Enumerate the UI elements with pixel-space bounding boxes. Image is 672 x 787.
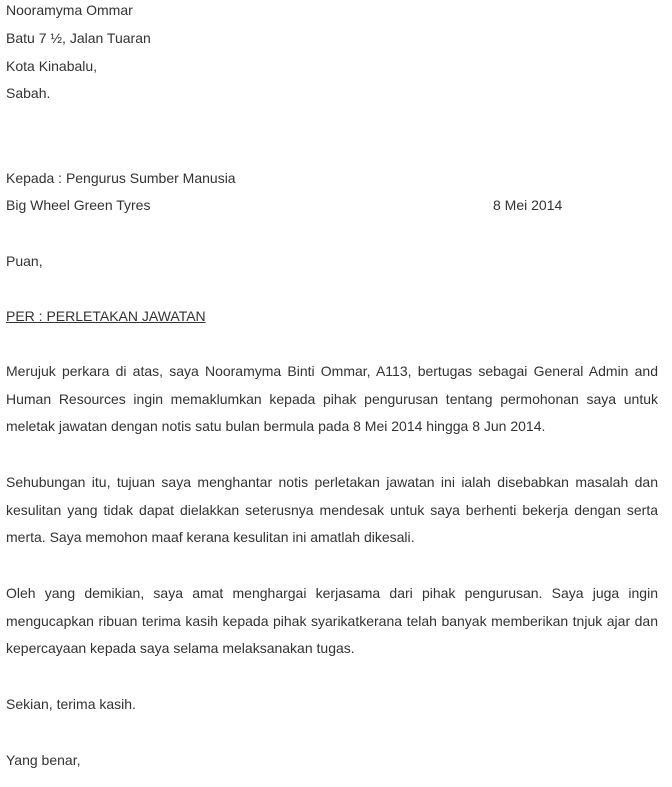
sender-name: Nooramyma Ommar: [6, 2, 133, 18]
recipient-to: Kepada : Pengurus Sumber Manusia: [6, 170, 236, 186]
recipient-company: Big Wheel Green Tyres: [6, 197, 151, 213]
body-paragraph-2: Sehubungan itu, tujuan saya menghantar notis perletakan jawatan ini ialah disebabkan masalah dan kesulitan yang tidak dapat dielakkan seterusnya mendesak untuk saya berhenti bekerja dengan serta merta. Saya memohon maaf kerana kesulitan ini amatlah dikesali.: [6, 474, 658, 545]
body-paragraph-1: Merujuk perkara di atas, saya Nooramyma Binti Ommar, A113, bertugas sebagai General Admin and Human Resources ingin memaklumkan kepada pihak pengurusan tentang permohonan saya untuk meletak jawatan dengan notis satu bulan bermula pada 8 Mei 2014 hingga 8 Jun 2014.: [6, 363, 658, 434]
subject-line: PER : PERLETAKAN JAWATAN: [6, 308, 206, 324]
letter-date: 8 Mei 2014: [493, 197, 563, 213]
salutation: Puan,: [6, 253, 43, 269]
body-paragraph-3: Oleh yang demikian, saya amat menghargai kerjasama dari pihak pengurusan. Saya juga ingin mengucapkan ribuan terima kasih kepada pihak syarikatkerana telah banyak memberikan tnjuk ajar dan kepercayaan kepada saya selama melaksanakan tugas.: [6, 585, 658, 656]
sender-address-line2: Kota Kinabalu,: [6, 58, 98, 74]
sender-address-line1: Batu 7 ½, Jalan Tuaran: [6, 30, 151, 46]
closing-signoff: Yang benar,: [6, 752, 81, 768]
sender-address-line3: Sabah.: [6, 85, 51, 101]
closing-thanks: Sekian, terima kasih.: [6, 696, 136, 712]
